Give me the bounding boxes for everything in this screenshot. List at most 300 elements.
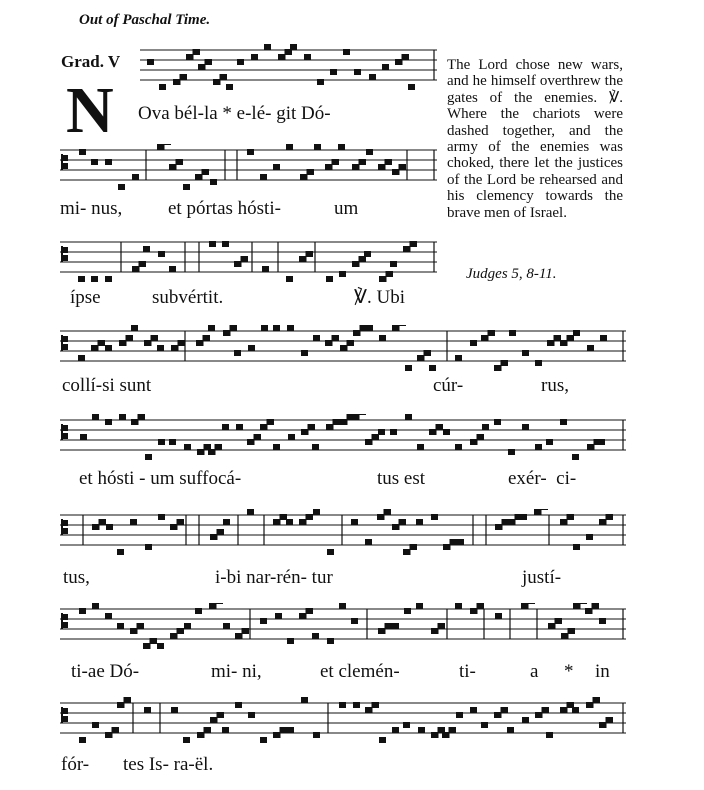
neume [222, 727, 229, 733]
neume [126, 335, 133, 341]
neume [78, 355, 85, 361]
neume [80, 434, 87, 440]
neume [585, 608, 592, 614]
neume [418, 727, 425, 733]
neume [325, 164, 332, 170]
neume [184, 623, 191, 629]
neume [442, 732, 449, 738]
neume [501, 360, 508, 366]
neume [399, 325, 406, 326]
lyric: et pórtas hósti- [168, 198, 281, 219]
lyric: * [564, 661, 574, 682]
neume [377, 514, 384, 520]
neume [213, 79, 220, 85]
neume [399, 164, 406, 170]
neume [403, 549, 410, 555]
neume [567, 514, 574, 520]
neume [78, 276, 85, 282]
neume [299, 613, 306, 619]
neume [353, 330, 360, 336]
neume [494, 712, 501, 718]
neume [366, 149, 373, 155]
neume [301, 350, 308, 356]
neume [436, 424, 443, 430]
staff-6 [60, 509, 626, 561]
neume [209, 241, 216, 247]
lyric: i-bi nar-rén- tur [215, 567, 333, 588]
neume [260, 174, 267, 180]
neume [210, 179, 217, 185]
neume [105, 613, 112, 619]
lyric: justí- [522, 567, 562, 588]
neume [241, 256, 248, 262]
neume [314, 144, 321, 150]
neume [91, 159, 98, 165]
neume [308, 424, 315, 430]
neume [222, 424, 229, 430]
neume [242, 628, 249, 634]
neume [317, 79, 324, 85]
neume [178, 340, 185, 346]
neume [572, 454, 579, 460]
neume [606, 717, 613, 723]
neume [299, 519, 306, 525]
neume [130, 628, 137, 634]
neume [202, 169, 209, 175]
neume [273, 732, 280, 738]
neume [554, 335, 561, 341]
neume [197, 449, 204, 455]
neume [404, 608, 411, 614]
neume [573, 603, 580, 609]
neume [184, 444, 191, 450]
neume [379, 737, 386, 743]
neume [522, 350, 529, 356]
neume [79, 737, 86, 743]
neume [378, 164, 385, 170]
neume [403, 246, 410, 252]
neume [333, 419, 340, 425]
neume [247, 439, 254, 445]
neume [593, 697, 600, 703]
neume [560, 419, 567, 425]
neume [273, 164, 280, 170]
lyric: ti- [459, 661, 476, 682]
neume [494, 419, 501, 425]
neume [235, 633, 242, 639]
neume [130, 519, 137, 525]
neume [209, 603, 216, 609]
neume [215, 444, 222, 450]
neume [379, 335, 386, 341]
neume [312, 633, 319, 639]
neume [353, 702, 360, 708]
neume [386, 271, 393, 277]
neume [392, 623, 399, 629]
neume [429, 365, 436, 371]
neume [364, 251, 371, 257]
neume [470, 439, 477, 445]
neume [429, 429, 436, 435]
neume [546, 732, 553, 738]
neume [235, 702, 242, 708]
staff-1 [140, 44, 437, 96]
staff-4 [60, 325, 626, 377]
neume [143, 643, 150, 649]
neume [573, 544, 580, 550]
neume [79, 149, 86, 155]
neume [139, 261, 146, 267]
lyric: ti-ae Dó- [71, 661, 140, 682]
neume [170, 524, 177, 530]
neume [205, 59, 212, 65]
neume [351, 519, 358, 525]
neume [137, 623, 144, 629]
neume [456, 712, 463, 718]
neume [287, 638, 294, 644]
neume [306, 608, 313, 614]
neume [546, 439, 553, 445]
neume [457, 539, 464, 545]
neume [132, 174, 139, 180]
neume [568, 628, 575, 634]
neume [92, 603, 99, 609]
neume [117, 702, 124, 708]
neume [208, 449, 215, 455]
lyric: fór- [61, 754, 90, 775]
neume [301, 429, 308, 435]
neume [392, 325, 399, 331]
neume [408, 84, 415, 90]
neume [150, 638, 157, 644]
neume [360, 325, 367, 331]
staff-8 [60, 697, 626, 749]
neume [542, 707, 549, 713]
rubric: Out of Paschal Time. [79, 12, 211, 28]
neume [313, 509, 320, 515]
neume [99, 519, 106, 525]
neume [482, 424, 489, 430]
neume [223, 519, 230, 525]
neume [169, 439, 176, 445]
neume [359, 159, 366, 165]
lyric: exér- ci- [508, 468, 577, 489]
neume [223, 330, 230, 336]
neume [403, 722, 410, 728]
neume [91, 345, 98, 351]
neume [105, 732, 112, 738]
neume [508, 519, 515, 525]
neume [481, 335, 488, 341]
gradual-label: Grad. V [61, 52, 121, 71]
neume [170, 633, 177, 639]
neume [599, 722, 606, 728]
neume [287, 727, 294, 733]
lyric: collí-si sunt [62, 375, 152, 396]
neume [470, 707, 477, 713]
neume [261, 325, 268, 331]
neume [587, 345, 594, 351]
neume [455, 355, 462, 361]
neume [312, 444, 319, 450]
translation-text: The Lord chose new wars, and he himself overthrew the gates of the enemies. ℣. Where the chariots were dashed together, and the army of the enemies was choked, there let the justices of the Lord be rehearsed and his clemency towards the brave men of Israel. [447, 57, 623, 221]
neume [340, 419, 347, 425]
neume [105, 345, 112, 351]
neume [197, 732, 204, 738]
neume [119, 340, 126, 346]
neume [280, 727, 287, 733]
neume [495, 613, 502, 619]
neume [234, 261, 241, 267]
neume [183, 737, 190, 743]
neume [92, 524, 99, 530]
neume [193, 49, 200, 55]
neume [385, 623, 392, 629]
neume [216, 603, 223, 604]
neume [424, 350, 431, 356]
neume [226, 84, 233, 90]
neume [378, 429, 385, 435]
neume [301, 697, 308, 703]
neume [455, 603, 462, 609]
lyric: mi- nus, [60, 198, 123, 219]
neume [248, 712, 255, 718]
neume [98, 340, 105, 346]
neume [210, 534, 217, 540]
neume [273, 519, 280, 525]
neume [560, 707, 567, 713]
neume [144, 340, 151, 346]
neume [481, 722, 488, 728]
neume [157, 144, 164, 150]
neume [306, 251, 313, 257]
neume [158, 439, 165, 445]
neume [117, 623, 124, 629]
neume [143, 246, 150, 252]
neume [392, 169, 399, 175]
neume [443, 544, 450, 550]
neume [382, 64, 389, 70]
neume [351, 618, 358, 624]
neume [560, 519, 567, 525]
neume [587, 444, 594, 450]
neume [600, 335, 607, 341]
neume [522, 424, 529, 430]
neume [340, 345, 347, 351]
neume [326, 424, 333, 430]
neume [157, 345, 164, 351]
neume [494, 365, 501, 371]
neume [92, 414, 99, 420]
neume [449, 727, 456, 733]
neume [455, 444, 462, 450]
neume [431, 628, 438, 634]
neume [477, 603, 484, 609]
neume [502, 519, 509, 525]
neume [359, 414, 366, 415]
neume [547, 340, 554, 346]
neume [222, 241, 229, 247]
neume [586, 702, 593, 708]
neume [313, 732, 320, 738]
neume [169, 164, 176, 170]
lyric: mi- ni, [211, 661, 262, 682]
neume [470, 608, 477, 614]
neume [118, 184, 125, 190]
neume [443, 429, 450, 435]
neume [145, 544, 152, 550]
lyric: ípse [70, 287, 101, 308]
neume [431, 732, 438, 738]
neume [330, 69, 337, 75]
neume [278, 54, 285, 60]
neume [306, 514, 313, 520]
neume [339, 603, 346, 609]
neume [365, 539, 372, 545]
neume [599, 618, 606, 624]
neume [171, 707, 178, 713]
neume [234, 350, 241, 356]
neume [438, 623, 445, 629]
neume [365, 439, 372, 445]
neume [327, 638, 334, 644]
neume [220, 74, 227, 80]
neume [313, 335, 320, 341]
neume [177, 628, 184, 634]
neume [204, 727, 211, 733]
staff-3 [60, 236, 437, 288]
initial-letter: N [66, 74, 114, 147]
neume [260, 618, 267, 624]
neume [354, 69, 361, 75]
neume [247, 149, 254, 155]
neume [217, 712, 224, 718]
neume [431, 514, 438, 520]
neume [416, 603, 423, 609]
lyric: a [530, 661, 539, 682]
neume [339, 702, 346, 708]
neume [520, 514, 527, 520]
neume [535, 360, 542, 366]
neume [180, 74, 187, 80]
neume [105, 159, 112, 165]
neume [410, 241, 417, 247]
lyric: tus, [63, 567, 90, 588]
neume [332, 159, 339, 165]
lyric: in [595, 661, 610, 682]
neume [171, 345, 178, 351]
neume [416, 519, 423, 525]
lyric: et clemén- [320, 661, 400, 682]
lyric: um [334, 198, 359, 219]
neume [352, 261, 359, 267]
neume [606, 514, 613, 520]
neume [79, 608, 86, 614]
neume [262, 266, 269, 272]
neume [507, 727, 514, 733]
neume [567, 335, 574, 341]
lyric: et hósti - um suffocá- [79, 468, 242, 489]
neume [223, 623, 230, 629]
neume [158, 514, 165, 520]
neume [304, 54, 311, 60]
neume [508, 449, 515, 455]
neume [131, 325, 138, 331]
lyric: cúr- [433, 375, 464, 396]
neume [372, 434, 379, 440]
neume [92, 722, 99, 728]
neume [124, 697, 131, 703]
neume [183, 184, 190, 190]
neume [548, 623, 555, 629]
neume [343, 49, 350, 55]
neume [390, 261, 397, 267]
neume [286, 276, 293, 282]
neume [273, 444, 280, 450]
neume [195, 174, 202, 180]
neume [169, 266, 176, 272]
neume [352, 164, 359, 170]
neume [410, 544, 417, 550]
neume [369, 74, 376, 80]
neume [598, 439, 605, 445]
neume [151, 335, 158, 341]
neume [555, 618, 562, 624]
neume [573, 330, 580, 336]
neume [580, 603, 587, 604]
neume [417, 444, 424, 450]
neume [599, 519, 606, 525]
neume [275, 613, 282, 619]
neume [106, 524, 113, 530]
neume [592, 603, 599, 609]
neume [186, 54, 193, 60]
neume [203, 335, 210, 341]
staff-5 [60, 414, 626, 466]
neume [307, 169, 314, 175]
lyric: ℣. Ubi [354, 287, 405, 308]
neume [117, 549, 124, 555]
lyric: rus, [541, 375, 569, 396]
neume [521, 603, 528, 609]
neume [273, 325, 280, 331]
neume [138, 414, 145, 420]
neume [247, 509, 254, 515]
neume [145, 454, 152, 460]
neume [248, 345, 255, 351]
neume [132, 266, 139, 272]
neume [390, 429, 397, 435]
neume [254, 434, 261, 440]
neume [385, 159, 392, 165]
neume [392, 727, 399, 733]
neume [91, 276, 98, 282]
neume [379, 276, 386, 282]
neume [572, 707, 579, 713]
neume [535, 444, 542, 450]
neume [450, 539, 457, 545]
neume [495, 524, 502, 530]
citation: Judges 5, 8-11. [466, 266, 557, 282]
neume [561, 633, 568, 639]
neume [488, 330, 495, 336]
neume [198, 64, 205, 70]
neume [300, 174, 307, 180]
neume [535, 712, 542, 718]
lyric: Ova bél-la * e-lé- git Dó- [138, 103, 331, 124]
neume [395, 59, 402, 65]
neume [147, 59, 154, 65]
